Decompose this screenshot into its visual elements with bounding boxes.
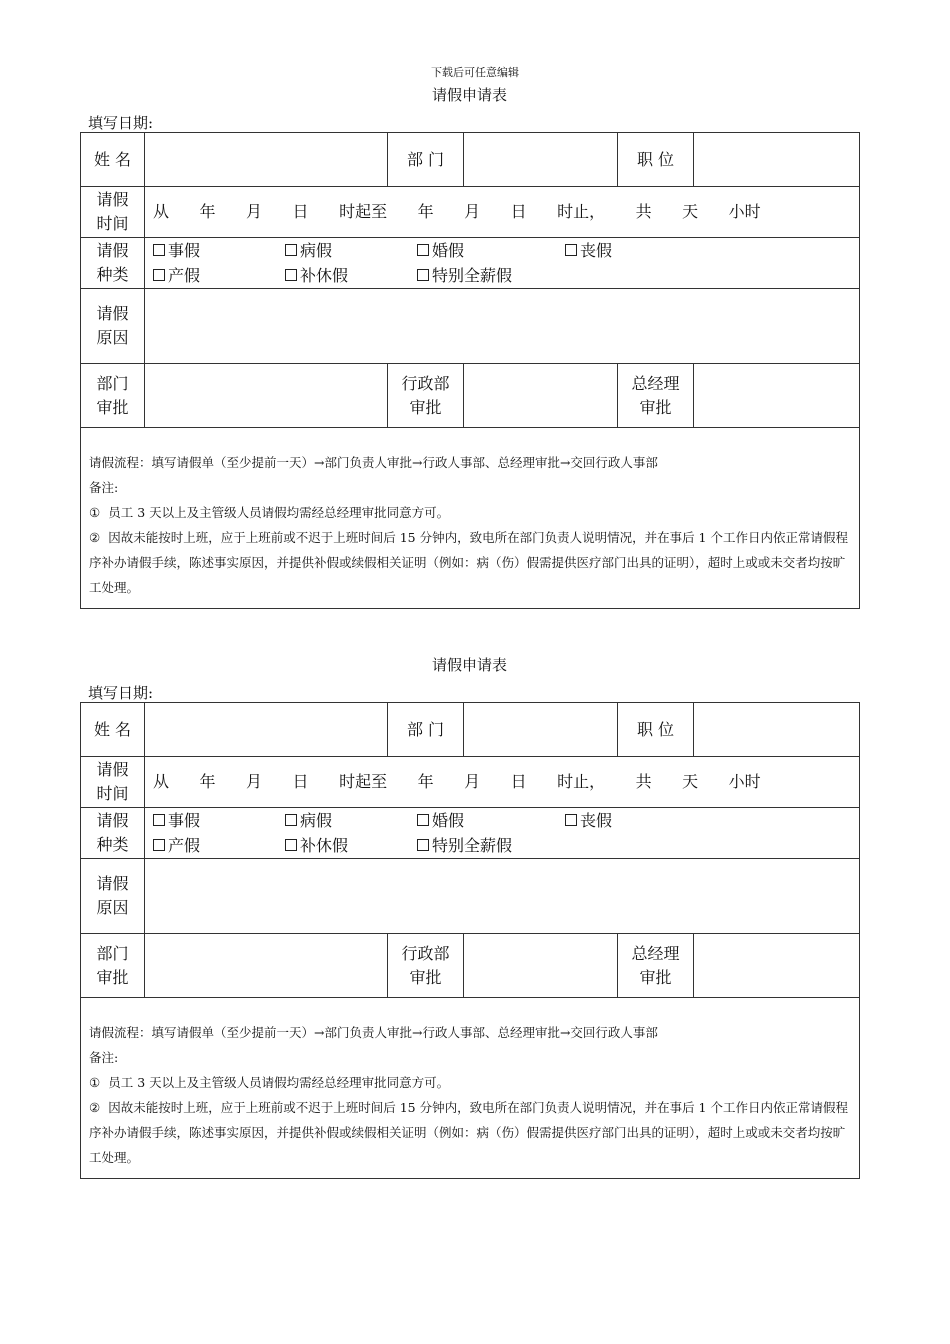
dept-approval-line2: 审批 (96, 967, 129, 987)
leave-time-label-line2: 时间 (96, 784, 129, 803)
remarks-label: 备注: (89, 1050, 119, 1065)
leave-time-label (81, 187, 145, 238)
gm-approval-line1: 总经理 (631, 373, 680, 393)
checkbox[interactable] (285, 839, 297, 851)
leave-time-label-line1: 请假 (96, 190, 129, 209)
reason-field[interactable] (145, 289, 860, 364)
admin-approval-label (388, 934, 464, 998)
note-1-number: ① (89, 505, 101, 520)
type-label: 事假 (168, 811, 201, 830)
position-label: 职 位 (618, 133, 694, 187)
checkbox[interactable] (285, 244, 297, 256)
name-field[interactable] (145, 133, 388, 187)
type-label: 特别全薪假 (432, 836, 513, 855)
gm-approval-field[interactable] (694, 934, 860, 998)
remarks-label: 备注: (89, 480, 119, 495)
leave-type-label (81, 808, 145, 859)
note-2-text: 因故未能按时上班，应于上班前或不迟于上班时间后 15 分钟内，致电所在部门负责人说明情况，并在事后 1 个工作日内依正常请假程序补办请假手续，陈述事实原因，并提供补假或续假相关证明（例如：病（伤）假需提供医疗部门出具的证明），超时上或或未交者均按旷工处理。 (89, 1100, 848, 1165)
admin-approval-label (388, 364, 464, 428)
note-2-number: ② (89, 1100, 101, 1115)
type-label: 病假 (300, 241, 333, 260)
dept-approval-label (81, 364, 145, 428)
type-option-special-paid[interactable] (417, 263, 512, 288)
leave-type-label-line2: 种类 (96, 835, 129, 854)
form-title: 请假申请表 (431, 656, 507, 674)
checkbox[interactable] (565, 244, 577, 256)
fill-date-label: 填写日期: (88, 114, 154, 132)
gm-approval-line2: 审批 (639, 397, 672, 417)
type-option-compensatory[interactable] (285, 263, 417, 288)
reason-field[interactable] (145, 859, 860, 934)
notes-section (81, 998, 860, 1179)
leave-time-label-line1: 请假 (96, 760, 129, 779)
note-2 (89, 1095, 851, 1170)
gm-approval-label (618, 364, 694, 428)
dept-approval-label (81, 934, 145, 998)
dept-approval-line1: 部门 (96, 373, 129, 393)
leave-time-label (81, 757, 145, 808)
dept-approval-line1: 部门 (96, 943, 129, 963)
note-2-number: ② (89, 530, 101, 545)
dept-approval-field[interactable] (145, 934, 388, 998)
checkbox[interactable] (417, 839, 429, 851)
notes-section (81, 428, 860, 609)
type-label: 丧假 (580, 811, 613, 830)
leave-type-label (81, 238, 145, 289)
leave-time-label-line2: 时间 (96, 214, 129, 233)
leave-type-label-line2: 种类 (96, 265, 129, 284)
checkbox[interactable] (565, 814, 577, 826)
leave-time-field[interactable]: 从 年 月 日 时起至 年 月 日 时止， 共 天 小时 (145, 757, 860, 808)
note-1-number: ① (89, 1075, 101, 1090)
checkbox[interactable] (285, 269, 297, 281)
dept-approval-field[interactable] (145, 364, 388, 428)
name-label: 姓 名 (81, 703, 145, 757)
type-option-bereavement[interactable] (565, 238, 612, 263)
type-label: 丧假 (580, 241, 613, 260)
process-text: 请假流程：填写请假单（至少提前一天）→部门负责人审批→行政人事部、总经理审批→交回行政人事部 (89, 1025, 658, 1040)
leave-type-label-line1: 请假 (96, 241, 129, 260)
note-2-text: 因故未能按时上班，应于上班前或不迟于上班时间后 15 分钟内，致电所在部门负责人说明情况，并在事后 1 个工作日内依正常请假程序补办请假手续，陈述事实原因，并提供补假或续假相关证明（例如：病（伤）假需提供医疗部门出具的证明），超时上或或未交者均按旷工处理。 (89, 530, 848, 595)
checkbox[interactable] (417, 269, 429, 281)
note-1-text: 员工 3 天以上及主管级人员请假均需经总经理审批同意方可。 (108, 1075, 450, 1090)
checkbox[interactable] (417, 244, 429, 256)
leave-type-label-line1: 请假 (96, 811, 129, 830)
type-label: 产假 (168, 836, 201, 855)
note-1 (89, 500, 851, 525)
position-label: 职 位 (618, 703, 694, 757)
leave-table (80, 702, 860, 1179)
reason-label (81, 289, 145, 364)
type-label: 补休假 (300, 836, 349, 855)
gm-approval-line2: 审批 (639, 967, 672, 987)
checkbox[interactable] (285, 814, 297, 826)
type-option-compensatory[interactable] (285, 833, 417, 858)
checkbox[interactable] (153, 269, 165, 281)
admin-approval-line2: 审批 (409, 397, 442, 417)
name-field[interactable] (145, 703, 388, 757)
type-label: 补休假 (300, 266, 349, 285)
type-option-maternity[interactable] (153, 263, 285, 288)
type-label: 婚假 (432, 811, 465, 830)
position-field[interactable] (694, 133, 860, 187)
leave-type-options (145, 808, 860, 859)
checkbox[interactable] (417, 814, 429, 826)
department-label: 部 门 (388, 133, 464, 187)
type-option-maternity[interactable] (153, 833, 285, 858)
note-2 (89, 525, 851, 600)
dept-approval-line2: 审批 (96, 397, 129, 417)
fill-date-label: 填写日期: (88, 684, 154, 702)
note-1-text: 员工 3 天以上及主管级人员请假均需经总经理审批同意方可。 (108, 505, 450, 520)
reason-label (81, 859, 145, 934)
leave-table (80, 132, 860, 609)
leave-type-options (145, 238, 860, 289)
type-label: 事假 (168, 241, 201, 260)
reason-label-line1: 请假 (96, 304, 129, 323)
type-label: 病假 (300, 811, 333, 830)
leave-time-field[interactable]: 从 年 月 日 时起至 年 月 日 时止， 共 天 小时 (145, 187, 860, 238)
type-option-marriage[interactable] (417, 238, 565, 263)
reason-label-line1: 请假 (96, 874, 129, 893)
type-option-personal[interactable] (153, 238, 285, 263)
name-label: 姓 名 (81, 133, 145, 187)
type-option-marriage[interactable] (417, 808, 565, 833)
process-text: 请假流程：填写请假单（至少提前一天）→部门负责人审批→行政人事部、总经理审批→交回行政人事部 (89, 455, 658, 470)
admin-approval-line2: 审批 (409, 967, 442, 987)
type-label: 婚假 (432, 241, 465, 260)
department-field[interactable] (464, 133, 618, 187)
admin-approval-field[interactable] (464, 934, 618, 998)
type-option-sick[interactable] (285, 238, 417, 263)
department-label: 部 门 (388, 703, 464, 757)
type-label: 特别全薪假 (432, 266, 513, 285)
type-option-bereavement[interactable] (565, 808, 612, 833)
type-option-sick[interactable] (285, 808, 417, 833)
editable-note: 下载后可任意编辑 (431, 66, 519, 79)
type-label: 产假 (168, 266, 201, 285)
admin-approval-line1: 行政部 (401, 373, 450, 393)
checkbox[interactable] (153, 839, 165, 851)
gm-approval-line1: 总经理 (631, 943, 680, 963)
department-field[interactable] (464, 703, 618, 757)
gm-approval-field[interactable] (694, 364, 860, 428)
type-option-special-paid[interactable] (417, 833, 512, 858)
type-option-personal[interactable] (153, 808, 285, 833)
note-1 (89, 1070, 851, 1095)
gm-approval-label (618, 934, 694, 998)
checkbox[interactable] (153, 814, 165, 826)
admin-approval-field[interactable] (464, 364, 618, 428)
admin-approval-line1: 行政部 (401, 943, 450, 963)
reason-label-line2: 原因 (96, 328, 129, 347)
checkbox[interactable] (153, 244, 165, 256)
reason-label-line2: 原因 (96, 898, 129, 917)
position-field[interactable] (694, 703, 860, 757)
form-title: 请假申请表 (431, 86, 507, 104)
